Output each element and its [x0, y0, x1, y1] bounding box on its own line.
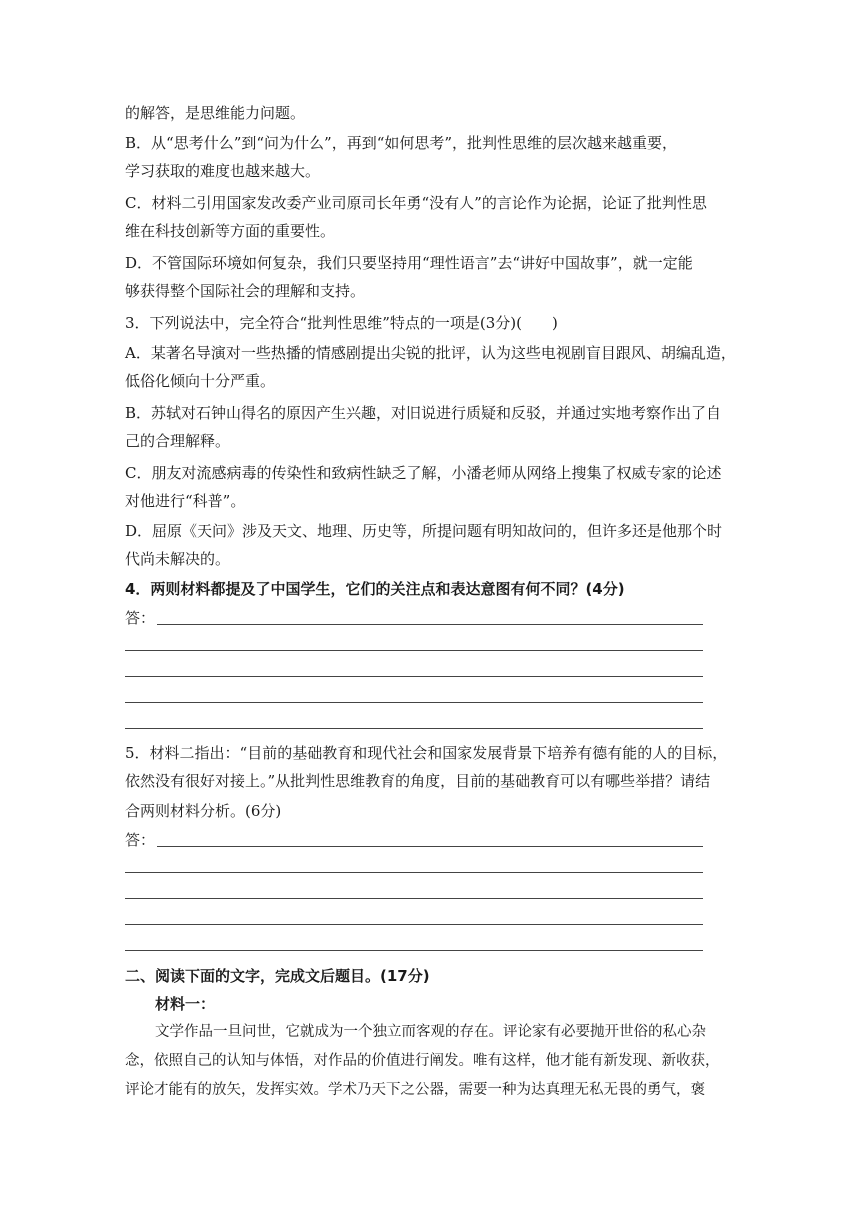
question-5-line1: 5．材料二指出：“目前的基础教育和现代社会和国家发展背景下培养有德有能的人的目标，	[125, 744, 728, 762]
answer-line[interactable]	[125, 676, 703, 677]
option-d-line1: D．不管国际环境如何复杂，我们只要坚持用“理性语言”去“讲好中国故事”，就一定能	[125, 254, 693, 272]
option-b-line2: 学习获取的难度也越来越大。	[125, 162, 321, 180]
passage-line1: 文学作品一旦问世，它就成为一个独立而客观的存在。评论家有必要抛开世俗的私心杂	[155, 1024, 706, 1040]
passage-line2: 念，依照自己的认知与体悟，对作品的价值进行阐发。唯有这样，他才能有新发现、新收获，	[125, 1053, 720, 1069]
answer-line[interactable]	[125, 898, 703, 899]
q3-option-c-line1: C．朋友对流感病毒的传染性和致病性缺乏了解，小潘老师从网络上搜集了权威专家的论述	[125, 464, 722, 482]
option-c-line1: C．材料二引用国家发改委产业司原司长年勇“没有人”的言论作为论据，论证了批判性思	[125, 194, 707, 212]
question-4-stem: 4．两则材料都提及了中国学生，它们的关注点和表达意图有何不同？(4分)	[125, 580, 625, 598]
q3-option-b-line2: 己的合理解释。	[125, 432, 231, 450]
answer-label: 答：	[125, 609, 156, 627]
section-2-heading: 二、阅读下面的文字，完成文后题目。(17分)	[125, 967, 430, 985]
q3-option-b-line1: B．苏轼对石钟山得名的原因产生兴趣，对旧说进行质疑和反驳，并通过实地考察作出了自	[125, 404, 722, 422]
option-b-line1: B．从“思考什么”到“问为什么”，再到“如何思考”，批判性思维的层次越来越重要，	[125, 134, 678, 152]
text-line: 的解答，是思维能力问题。	[125, 104, 306, 122]
answer-line[interactable]	[157, 846, 703, 847]
answer-line[interactable]	[125, 728, 703, 729]
answer-line[interactable]	[125, 950, 703, 951]
material-1-label: 材料一：	[155, 995, 216, 1013]
question-5-line3: 合两则材料分析。(6分)	[125, 802, 282, 820]
q3-option-a-line1: A．某著名导演对一些热播的情感剧提出尖锐的批评，认为这些电视剧盲目跟风、胡编乱造，	[125, 344, 736, 362]
q3-option-d-line1: D．屈原《天问》涉及天文、地理、历史等，所提问题有明知故问的，但许多还是他那个时	[125, 522, 723, 540]
answer-line[interactable]	[125, 872, 703, 873]
option-c-line2: 维在科技创新等方面的重要性。	[125, 222, 336, 240]
q3-option-d-line2: 代尚未解决的。	[125, 550, 231, 568]
passage-line3: 评论才能有的放矢，发挥实效。学术乃天下之公器，需要一种为达真理无私无畏的勇气，褒	[125, 1082, 705, 1098]
question-3-stem: 3．下列说法中，完全符合“批判性思维”特点的一项是(3分)( )	[125, 314, 558, 332]
question-5-line2: 依然没有很好对接上。”从批判性思维教育的角度，目前的基础教育可以有哪些举措？请结	[125, 772, 711, 790]
q3-option-c-line2: 对他进行“科普”。	[125, 492, 246, 510]
answer-line[interactable]	[125, 924, 703, 925]
answer-line[interactable]	[125, 702, 703, 703]
q3-option-a-line2: 低俗化倾向十分严重。	[125, 372, 276, 390]
answer-line[interactable]	[157, 624, 703, 625]
answer-line[interactable]	[125, 650, 703, 651]
answer-label: 答：	[125, 831, 156, 849]
option-d-line2: 够获得整个国际社会的理解和支持。	[125, 282, 366, 300]
